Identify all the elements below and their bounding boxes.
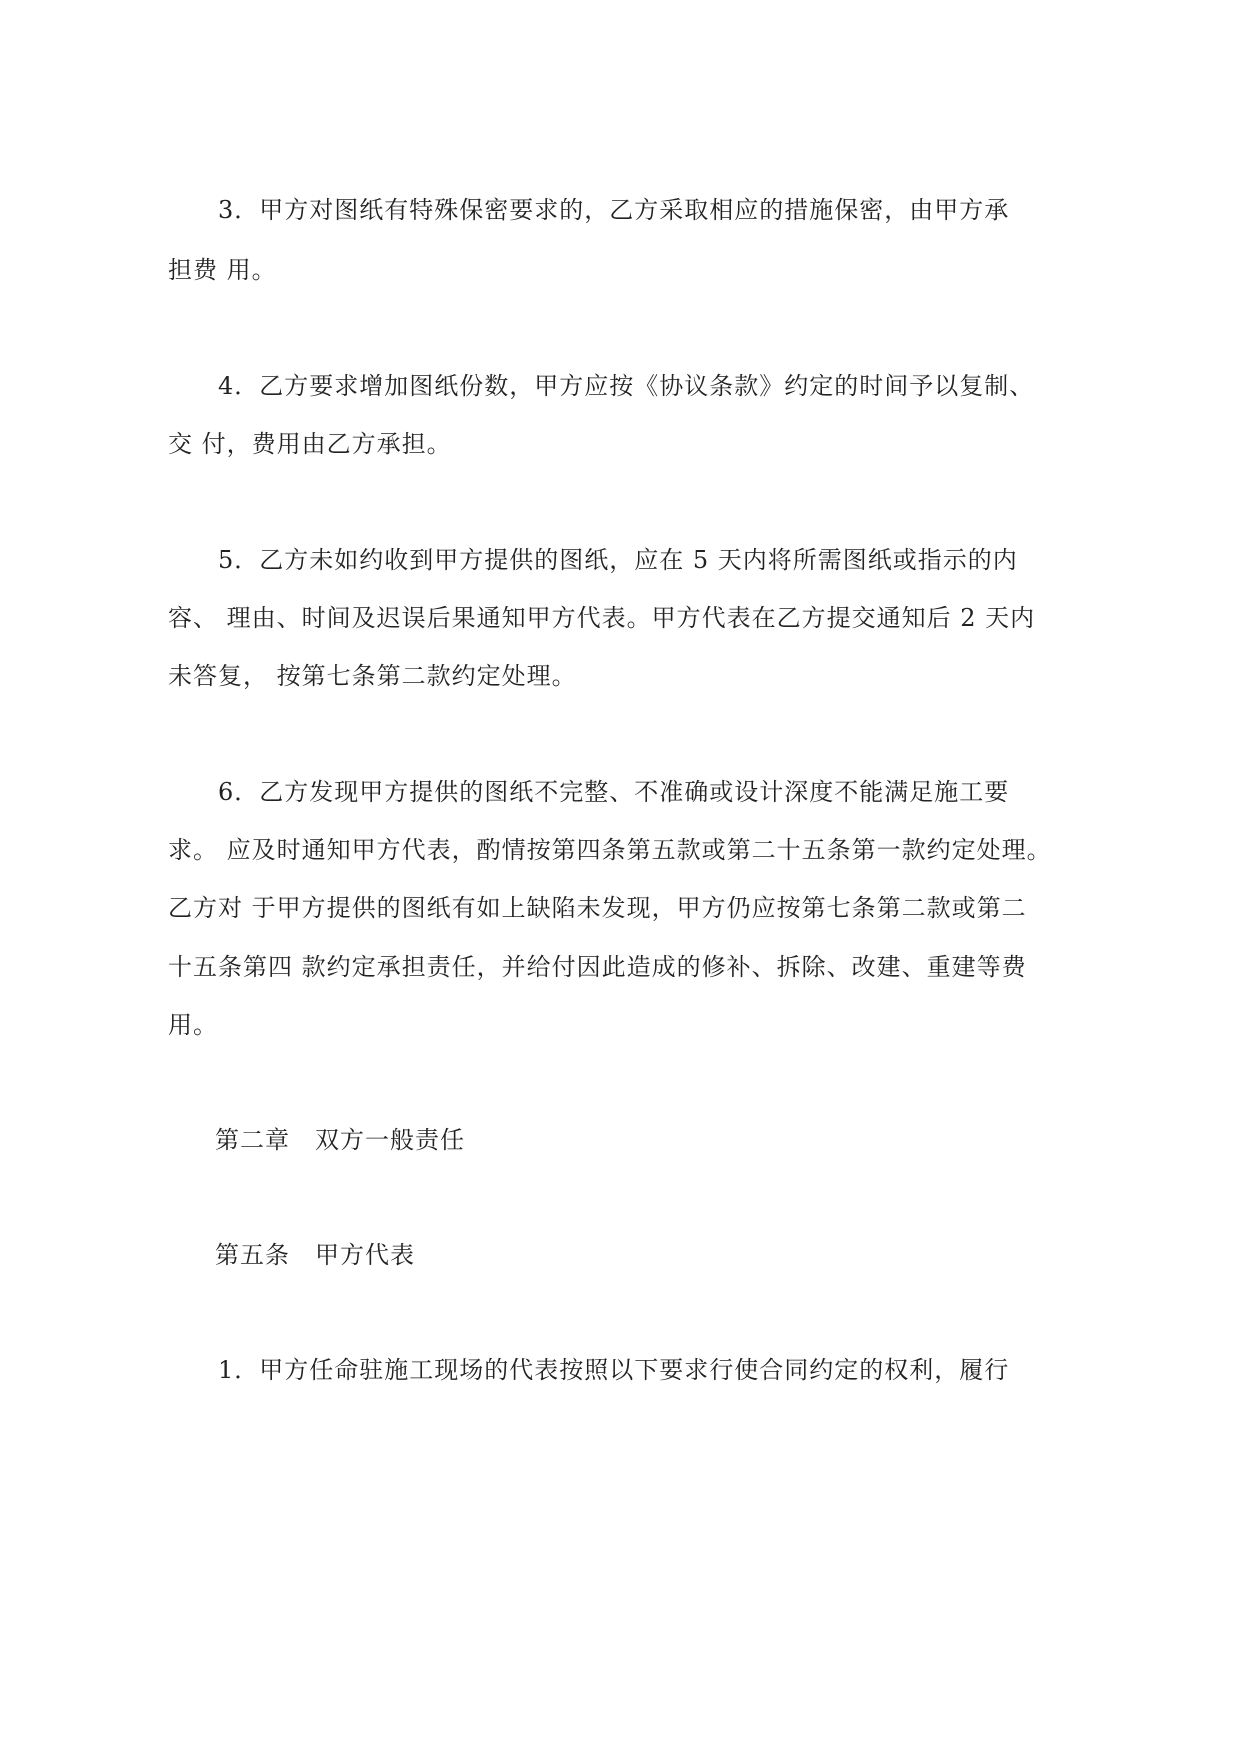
paragraph-5-line-2: 容、 理由、时间及迟误后果通知甲方代表。甲方代表在乙方提交通知后 2 天内 <box>168 604 1036 632</box>
paragraph-4-line-2: 交 付，费用由乙方承担。 <box>168 430 452 458</box>
paragraph-6-line-3: 乙方对 于甲方提供的图纸有如上缺陷未发现，甲方仍应按第七条第二款或第二 <box>168 894 1027 922</box>
paragraph-3-line-1: 3．甲方对图纸有特殊保密要求的，乙方采取相应的措施保密，由甲方承 <box>218 196 1010 224</box>
paragraph-6-line-5: 用。 <box>168 1011 218 1039</box>
article-paragraph-1-line-1: 1．甲方任命驻施工现场的代表按照以下要求行使合同约定的权利，履行 <box>218 1356 1010 1384</box>
paragraph-5-line-3: 未答复， 按第七条第二款约定处理。 <box>168 662 577 690</box>
paragraph-6-line-2: 求。 应及时通知甲方代表，酌情按第四条第五款或第二十五条第一款约定处理。 <box>168 836 1052 864</box>
paragraph-5-line-1: 5．乙方未如约收到甲方提供的图纸，应在 5 天内将所需图纸或指示的内 <box>218 546 1018 574</box>
chapter-heading: 第二章 双方一般责任 <box>215 1126 465 1154</box>
paragraph-4-line-1: 4．乙方要求增加图纸份数，甲方应按《协议条款》约定的时间予以复制、 <box>218 372 1035 400</box>
paragraph-3-line-2: 担费 用。 <box>168 256 277 284</box>
paragraph-6-line-4: 十五条第四 款约定承担责任，并给付因此造成的修补、拆除、改建、重建等费 <box>168 953 1027 981</box>
paragraph-6-line-1: 6．乙方发现甲方提供的图纸不完整、不准确或设计深度不能满足施工要 <box>218 778 1010 806</box>
article-heading: 第五条 甲方代表 <box>215 1241 415 1269</box>
